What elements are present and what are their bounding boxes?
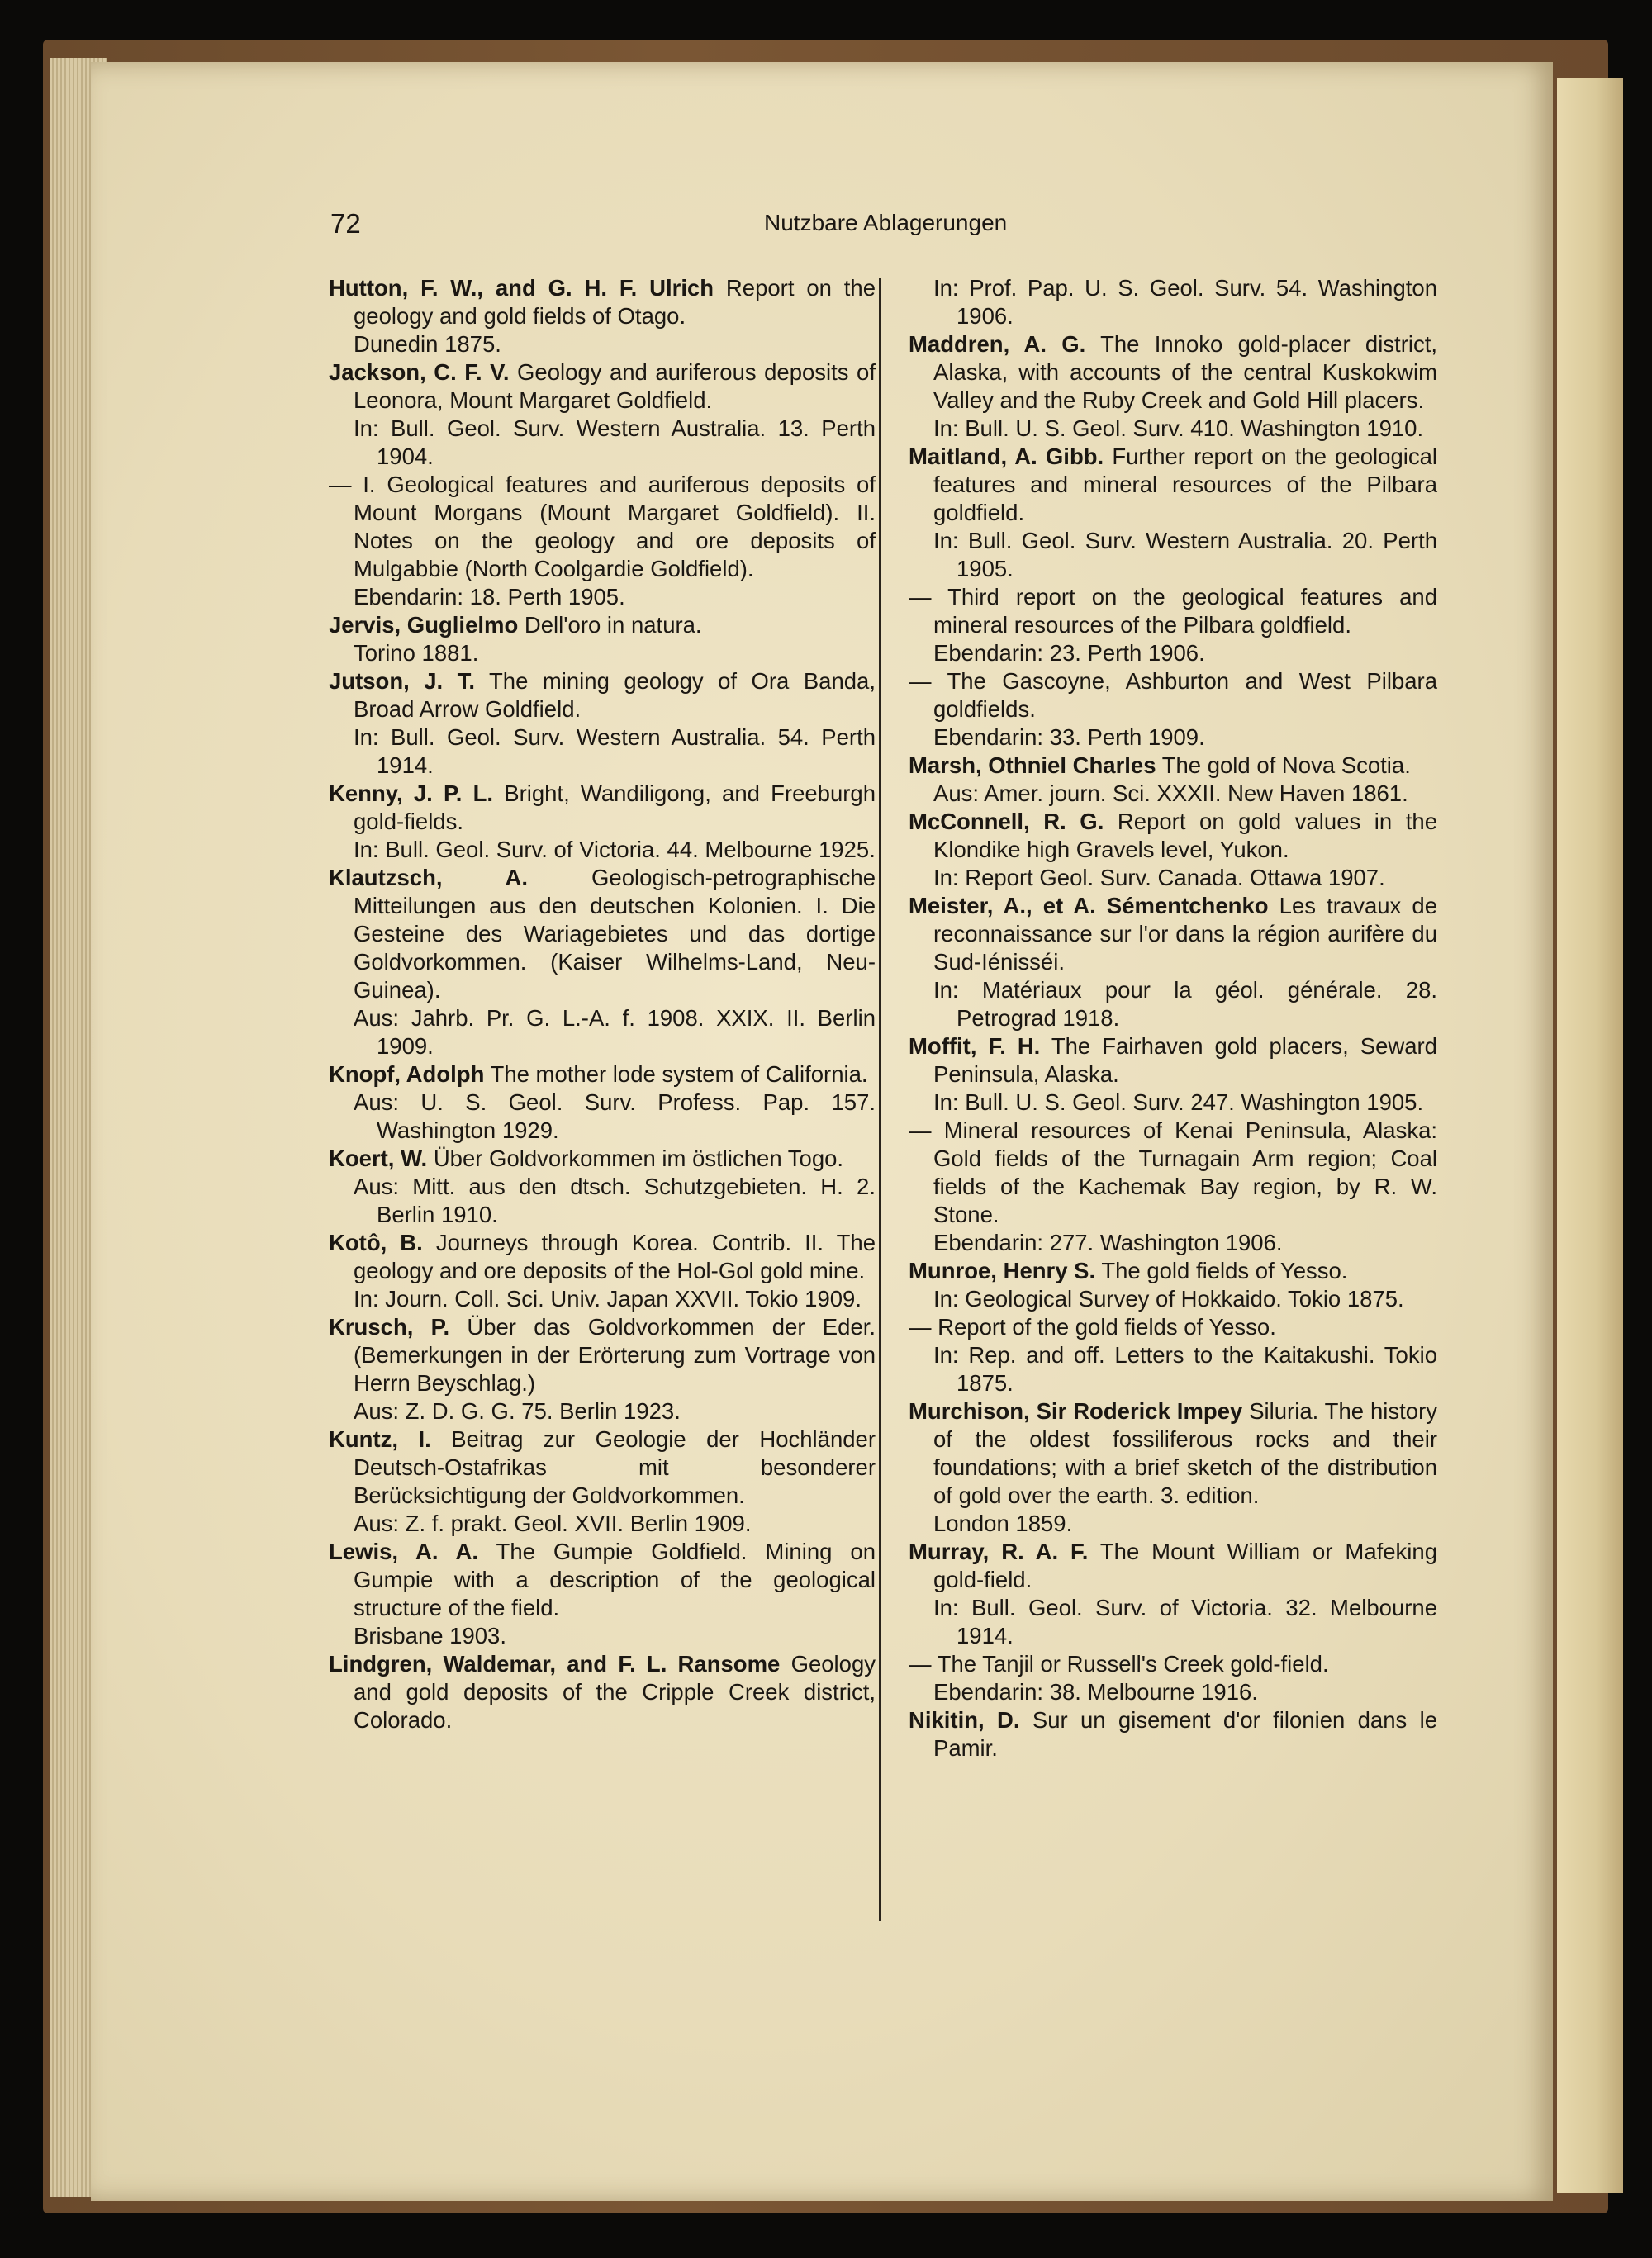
entry-author: Maitland, A. Gibb. — [909, 444, 1104, 469]
entry-source: In: Bull. Geol. Surv. Western Australia. 13. Perth 1904. — [354, 415, 876, 469]
entry-source: In: Report Geol. Surv. Canada. Ottawa 1907. — [933, 865, 1385, 890]
entry-author: Lindgren, Waldemar, and F. L. Ransome — [329, 1651, 781, 1677]
entry-source: Aus: Z. f. prakt. Geol. XVII. Berlin 1909. — [354, 1511, 752, 1536]
entry-title: Report on the geology and gold fields of Otago. — [354, 275, 876, 329]
bibliography-entry — [329, 864, 876, 1060]
next-page-edge — [1557, 78, 1623, 2193]
bibliography-entry — [909, 1706, 1437, 1762]
entry-title: Geology and auriferous deposits of Leonora, Mount Margaret Goldfield. — [354, 359, 876, 413]
entry-main — [909, 892, 1438, 976]
entry-main — [909, 1117, 1437, 1229]
entry-source: London 1859. — [933, 1511, 1073, 1536]
entry-title: Report on gold values in the Klondike high Gravels level, Yukon. — [933, 809, 1438, 862]
bibliography-entry — [329, 667, 876, 780]
entry-main — [329, 358, 876, 415]
bibliography-entry — [329, 1229, 876, 1313]
entry-source: Ebendarin: 23. Perth 1906. — [933, 640, 1205, 666]
bibliography-entry — [329, 1060, 876, 1145]
entry-source: Ebendarin: 33. Perth 1909. — [933, 724, 1205, 750]
entry-source: Aus: Amer. journ. Sci. XXXII. New Haven 1861. — [933, 780, 1408, 806]
bibliography-entry — [329, 471, 876, 611]
entry-author: Jutson, J. T. — [329, 668, 476, 694]
entry-author: Klautzsch, A. — [329, 865, 529, 890]
entry-author: Nikitin, D. — [909, 1707, 1020, 1733]
entry-author: Koert, W. — [329, 1146, 428, 1171]
entry-main — [909, 1257, 1437, 1285]
entry-source: Ebendarin: 18. Perth 1905. — [354, 584, 625, 610]
entry-main — [329, 471, 876, 583]
entry-title: The Fairhaven gold placers, Seward Peninsula, Alaska. — [933, 1033, 1437, 1087]
bibliography-entry — [329, 780, 876, 864]
entry-main — [329, 780, 876, 836]
bibliography-entry — [909, 1538, 1437, 1650]
entry-source: Ebendarin: 38. Melbourne 1916. — [933, 1679, 1258, 1705]
entry-title: Siluria. The history of the oldest fossiliferous rocks and their foundations; with a brief sketch of the distribution of gold over the earth. 3. edition. — [933, 1398, 1437, 1508]
entry-source: In: Bull. Geol. Surv. Western Australia. 54. Perth 1914. — [354, 724, 876, 778]
entry-main — [909, 583, 1437, 639]
entry-author: Krusch, P. — [329, 1314, 450, 1340]
bibliography-entry — [909, 667, 1437, 752]
entry-source: Aus: Mitt. aus den dtsch. Schutzgebieten. H. 2. Berlin 1910. — [354, 1174, 876, 1227]
entry-title: Bright, Wandiligong, and Freeburgh gold-fields. — [354, 780, 876, 834]
entry-main — [909, 667, 1437, 723]
bibliography-entry — [909, 443, 1437, 583]
bibliography-entry — [329, 1145, 876, 1229]
page-number: 72 — [330, 208, 361, 239]
page-header — [0, 208, 1652, 249]
entry-author: Murray, R. A. F. — [909, 1539, 1089, 1564]
entry-author: Munroe, Henry S. — [909, 1258, 1096, 1283]
entry-author: Murchison, Sir Roderick Impey — [909, 1398, 1243, 1424]
bibliography-entry — [909, 583, 1437, 667]
entry-main — [329, 864, 876, 1004]
entry-title: Über Goldvorkommen im östlichen Togo. — [433, 1146, 844, 1171]
bibliography-entry — [329, 1650, 876, 1734]
entry-title: Les travaux de reconnaissance sur l'or dans la région aurifère du Sud-Iénisséi. — [933, 893, 1438, 975]
entry-author: Kotô, B. — [329, 1230, 423, 1255]
right-column — [909, 274, 1437, 1762]
entry-author: Meister, A., et A. Sémentchenko — [909, 893, 1269, 918]
bibliography-entry — [909, 330, 1437, 443]
bibliography-entry — [909, 808, 1437, 892]
bibliography-entry — [909, 892, 1437, 1032]
bibliography-entry — [329, 1313, 876, 1425]
entry-author: Jervis, Guglielmo — [329, 612, 519, 638]
entry-source: Dunedin 1875. — [354, 331, 501, 357]
entry-source: In: Bull. U. S. Geol. Surv. 247. Washington 1905. — [933, 1089, 1424, 1115]
entry-title: Journeys through Korea. Contrib. II. The geology and ore deposits of the Hol-Gol gold mine. — [354, 1230, 876, 1283]
entry-source: Aus: U. S. Geol. Surv. Profess. Pap. 157. Washington 1929. — [354, 1089, 876, 1143]
entry-source: Torino 1881. — [354, 640, 479, 666]
bibliography-entry — [909, 1650, 1437, 1706]
bibliography-entry — [909, 1117, 1437, 1257]
entry-author: Moffit, F. H. — [909, 1033, 1041, 1059]
entry-title: Sur un gisement d'or filonien dans le Pamir. — [933, 1707, 1438, 1761]
entry-title: Beitrag zur Geologie der Hochländer Deutsch-Ostafrikas mit besonderer Berücksichtigung der Goldvorkommen. — [354, 1426, 876, 1508]
entry-title: The Gumpie Goldfield. Mining on Gumpie with a description of the geological structure of the field. — [354, 1539, 876, 1620]
entry-source: In: Prof. Pap. U. S. Geol. Surv. 54. Washington 1906. — [933, 275, 1437, 329]
bibliography-entry — [909, 1032, 1437, 1117]
entry-main — [329, 1425, 876, 1510]
entry-source: Ebendarin: 277. Washington 1906. — [933, 1230, 1283, 1255]
entry-main — [329, 1060, 876, 1089]
bibliography-entry — [329, 611, 876, 667]
entry-main — [909, 1397, 1437, 1510]
entry-title: Further report on the geological features and mineral resources of the Pilbara goldfield. — [933, 444, 1437, 525]
entry-title: Geologisch-petrographische Mitteilungen aus den deutschen Kolonien. I. Die Gesteine des Wariagebietes und das dortige Goldvorkommen. (Kaiser Wilhelms-Land, Neu-Guinea). — [354, 865, 876, 1003]
entry-main — [329, 667, 876, 723]
entry-title: The Innoko gold-placer district, Alaska, with accounts of the central Kuskokwim Valley and the Ruby Creek and Gold Hill placers. — [933, 331, 1437, 413]
entry-main — [909, 1313, 1437, 1341]
entry-title: The gold fields of Yesso. — [1101, 1258, 1348, 1283]
bibliography-entry — [329, 358, 876, 471]
entry-main — [329, 1538, 876, 1622]
entry-title: The Mount William or Mafeking gold-field. — [933, 1539, 1438, 1592]
entry-author: Jackson, C. F. V. — [329, 359, 510, 385]
entry-source: In: Matériaux pour la géol. générale. 28. Petrograd 1918. — [933, 977, 1437, 1031]
bibliography-entry — [909, 1397, 1437, 1538]
entry-author: Marsh, Othniel Charles — [909, 752, 1156, 778]
entry-main — [909, 330, 1437, 415]
entry-main — [909, 1032, 1437, 1089]
entry-author: Knopf, Adolph — [329, 1061, 485, 1087]
entry-title: The mining geology of Ora Banda, Broad Arrow Goldfield. — [354, 668, 876, 722]
bibliography-entry — [909, 1257, 1437, 1313]
bibliography-entry — [909, 274, 1437, 330]
entry-main — [329, 1229, 876, 1285]
entry-title: — The Tanjil or Russell's Creek gold-field. — [909, 1651, 1329, 1677]
entry-title: The mother lode system of California. — [490, 1061, 868, 1087]
entry-author: Kenny, J. P. L. — [329, 780, 494, 806]
entry-source: In: Bull. Geol. Surv. Western Australia. 20. Perth 1905. — [933, 528, 1437, 581]
entry-source: In: Rep. and off. Letters to the Kaitakushi. Tokio 1875. — [933, 1342, 1437, 1396]
entry-title: — Third report on the geological features and mineral resources of the Pilbara goldfield. — [909, 584, 1437, 638]
running-head: Nutzbare Ablagerungen — [764, 210, 1008, 235]
bibliography-entry — [329, 1425, 876, 1538]
entry-source: Brisbane 1903. — [354, 1623, 506, 1648]
entry-author: Hutton, F. W., and G. H. F. Ulrich — [329, 275, 714, 301]
entry-source: Aus: Jahrb. Pr. G. L.-A. f. 1908. XXIX. II. Berlin 1909. — [354, 1005, 876, 1059]
entry-title: Geology and gold deposits of the Cripple Creek district, Colorado. — [354, 1651, 876, 1733]
entry-author: McConnell, R. G. — [909, 809, 1104, 834]
entry-main — [909, 752, 1437, 780]
entry-source: In: Bull. U. S. Geol. Surv. 410. Washington 1910. — [933, 415, 1424, 441]
entry-title: — Report of the gold fields of Yesso. — [909, 1314, 1276, 1340]
entry-title: — I. Geological features and auriferous deposits of Mount Morgans (Mount Margaret Goldfield). II. Notes on the geology and ore deposits of Mulgabbie (North Coolgardie Goldfield). — [329, 472, 876, 581]
bibliography-entry — [909, 1313, 1437, 1397]
entry-main — [329, 1650, 876, 1734]
entry-main — [909, 1706, 1438, 1762]
entry-main — [909, 1538, 1438, 1594]
entry-source: Aus: Z. D. G. G. 75. Berlin 1923. — [354, 1398, 681, 1424]
bibliography-entry — [909, 752, 1437, 808]
entry-author: Maddren, A. G. — [909, 331, 1086, 357]
entry-author: Kuntz, I. — [329, 1426, 431, 1452]
entry-source: In: Journ. Coll. Sci. Univ. Japan XXVII. Tokio 1909. — [354, 1286, 862, 1312]
bibliography-entry — [329, 274, 876, 358]
entry-title: The gold of Nova Scotia. — [1161, 752, 1411, 778]
entry-title: Über das Goldvorkommen der Eder. (Bemerkungen in der Erörterung zum Vortrage von Herrn Beyschlag.) — [354, 1314, 876, 1396]
entry-source: In: Bull. Geol. Surv. of Victoria. 44. Melbourne 1925. — [354, 837, 876, 862]
entry-main — [909, 808, 1438, 864]
entry-main — [329, 1145, 876, 1173]
entry-author: Lewis, A. A. — [329, 1539, 479, 1564]
left-column — [329, 274, 876, 1734]
entry-main — [329, 274, 876, 330]
entry-main — [909, 443, 1437, 527]
entry-main — [329, 1313, 876, 1397]
bibliography-entry — [329, 1538, 876, 1650]
entry-source: In: Bull. Geol. Surv. of Victoria. 32. Melbourne 1914. — [933, 1595, 1437, 1648]
entry-main — [329, 611, 876, 639]
entry-title: Dell'oro in natura. — [524, 612, 702, 638]
entry-title: — Mineral resources of Kenai Peninsula, Alaska: Gold fields of the Turnagain Arm region; Coal fields of the Kachemak Bay region, by R. W. Stone. — [909, 1117, 1437, 1227]
entry-title: — The Gascoyne, Ashburton and West Pilbara goldfields. — [909, 668, 1437, 722]
entry-main — [909, 1650, 1437, 1678]
column-divider — [879, 278, 881, 1921]
entry-source: In: Geological Survey of Hokkaido. Tokio 1875. — [933, 1286, 1404, 1312]
